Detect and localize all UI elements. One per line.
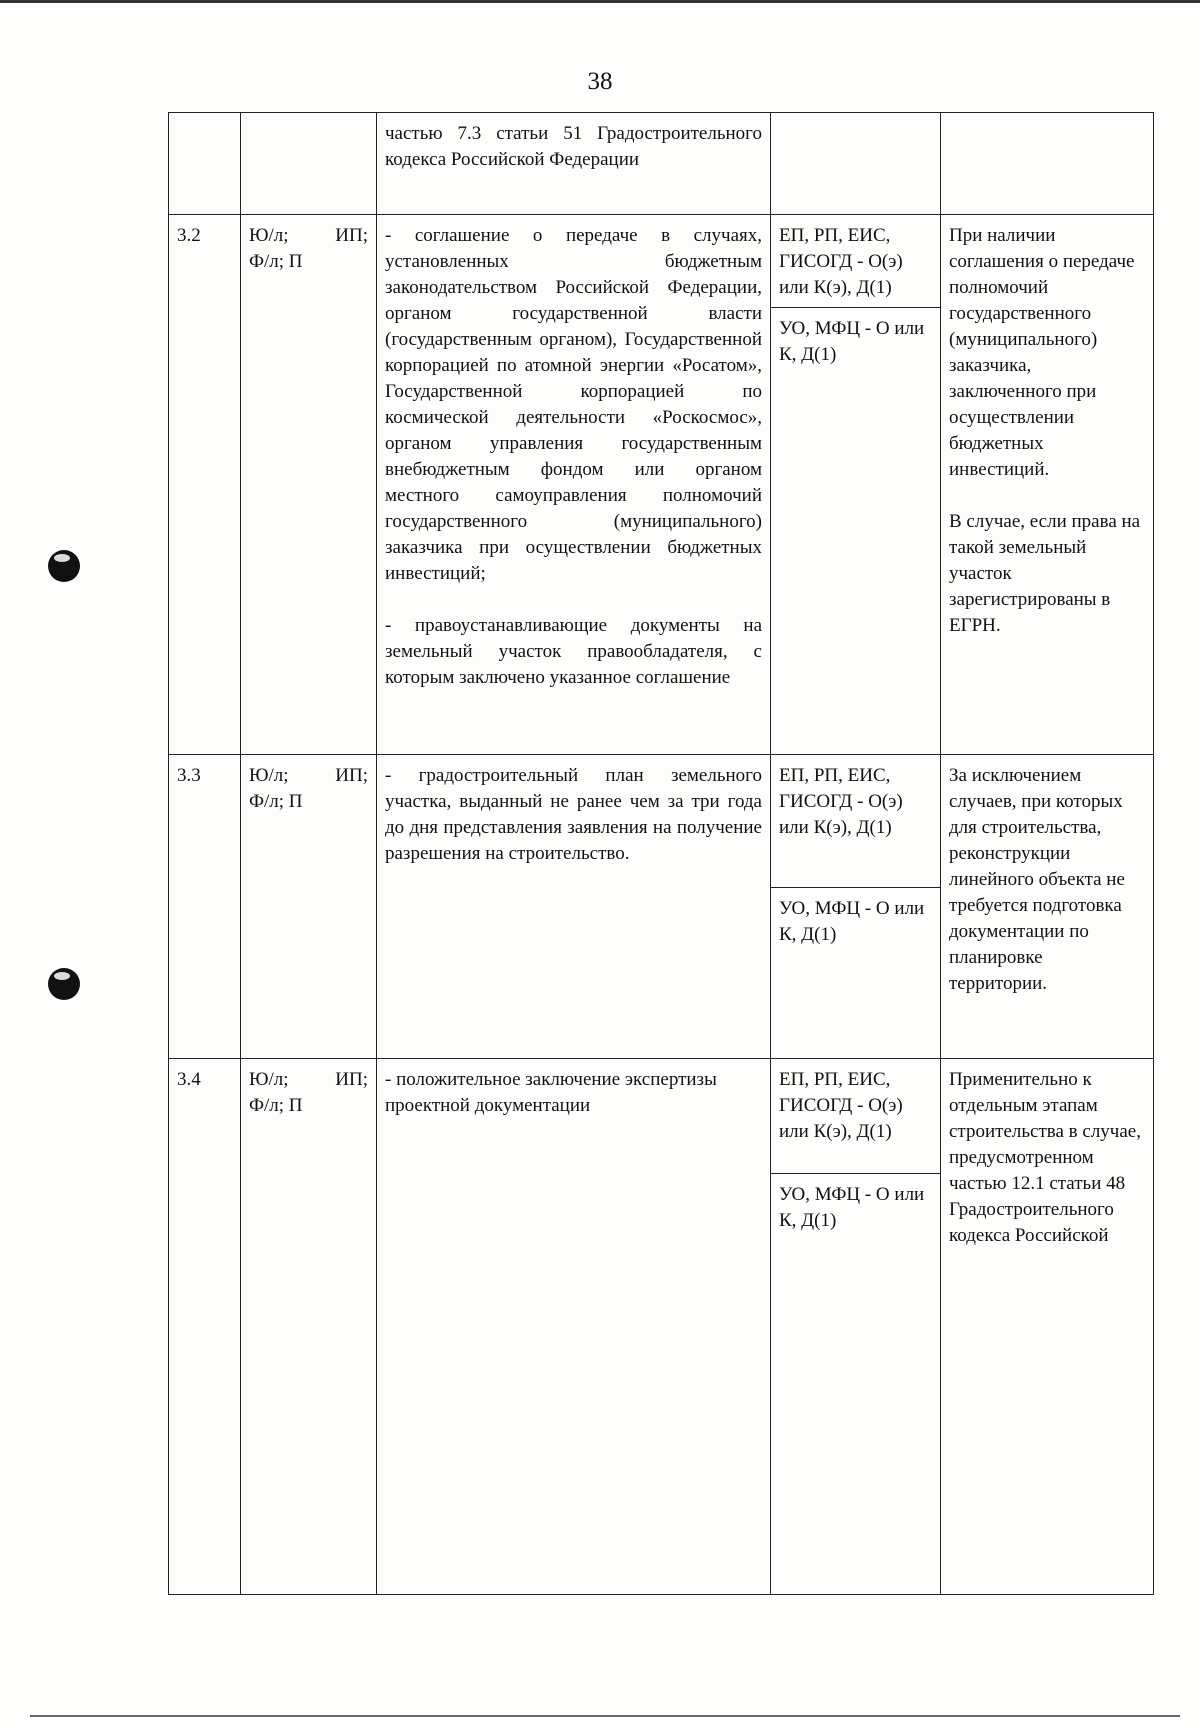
row-number: 3.3 — [169, 755, 241, 1059]
document-text: - правоустанавливающие документы на земельный участок правообладателя, с которым заключено указанное соглашение — [385, 615, 762, 688]
electronic-submission: ЕП, РП, ЕИС, ГИСОГД - О(э) или К(э), Д(1) — [771, 755, 940, 888]
document-text: - градостроительный план земельного участка, выданный не ранее чем за три года до дня представления заявления на получение разрешения на строительство. — [385, 765, 762, 864]
applicant-legal-entity: Ю/л; — [249, 1069, 289, 1090]
electronic-submission: ЕП, РП, ЕИС, ГИСОГД - О(э) или К(э), Д(1) — [771, 1059, 940, 1174]
submission-way-cell — [771, 215, 941, 755]
punch-hole-mark — [48, 550, 80, 582]
applicant-legal-entity: Ю/л; — [249, 225, 289, 246]
table-row — [169, 755, 1154, 1059]
document-text: частью 7.3 статьи 51 Градостроительного кодекса Российской Федерации — [385, 123, 762, 170]
note-text: В случае, если права на такой земельный участок зарегистрированы в ЕГРН. — [949, 511, 1141, 636]
note-cell — [941, 1059, 1154, 1595]
note-cell — [941, 113, 1154, 215]
row-number — [169, 113, 241, 215]
document-cell — [377, 755, 771, 1059]
applicant-cell — [241, 113, 377, 215]
punch-hole-mark — [48, 968, 80, 1000]
applicant-legal-entity: Ю/л; — [249, 765, 289, 786]
document-text: - положительное заключение экспертизы проектной документации — [385, 1069, 717, 1116]
page-bottom-edge — [30, 1715, 1180, 1717]
applicant-individual: Ф/л; П — [249, 1095, 303, 1116]
page-number: 38 — [587, 68, 613, 95]
row-number: 3.4 — [169, 1059, 241, 1595]
row-number: 3.2 — [169, 215, 241, 755]
applicant-individual: Ф/л; П — [249, 251, 303, 272]
page-top-edge — [0, 0, 1200, 3]
note-cell — [941, 215, 1154, 755]
applicant-cell — [241, 1059, 377, 1595]
applicant-cell — [241, 755, 377, 1059]
documents-table — [168, 112, 1154, 1595]
table-row — [169, 1059, 1154, 1595]
document-cell — [377, 113, 771, 215]
table-row — [169, 215, 1154, 755]
note-text: За исключением случаев, при которых для строительства, реконструкции линейного объекта не требуется подготовка документации по планировке территории. — [949, 765, 1125, 994]
applicant-cell — [241, 215, 377, 755]
applicant-entrepreneur: ИП; — [335, 765, 368, 786]
applicant-entrepreneur: ИП; — [335, 225, 368, 246]
note-text: При наличии соглашения о передаче полномочий государственного (муниципального) заказчика, заключенного при осуществлении бюджетных инвестиций. — [949, 225, 1135, 480]
applicant-individual: Ф/л; П — [249, 791, 303, 812]
in-person-submission: УО, МФЦ - О или К, Д(1) — [779, 1184, 925, 1231]
document-cell — [377, 1059, 771, 1595]
electronic-submission: ЕП, РП, ЕИС, ГИСОГД - О(э) или К(э), Д(1) — [771, 215, 940, 308]
document-cell — [377, 215, 771, 755]
submission-way-cell — [771, 755, 941, 1059]
table-row — [169, 113, 1154, 215]
submission-way-cell — [771, 1059, 941, 1595]
in-person-submission: УО, МФЦ - О или К, Д(1) — [779, 898, 925, 945]
applicant-entrepreneur: ИП; — [335, 1069, 368, 1090]
document-text: - соглашение о передаче в случаях, установленных бюджетным законодательством Российской Федерации, органом государственной власти (государственным органом), Государственной корпорацией по атомной энергии «Росатом», Государственной корпорацией по космической деятельности «Роскосмос», органом управления государственным внебюджетным фондом или органом местного самоуправления полномочий государственного (муниципального) заказчика при осуществлении бюджетных инвестиций; — [385, 225, 762, 584]
note-text: Применительно к отдельным этапам строительства в случае, предусмотренном частью 12.1 статьи 48 Градостроительного кодекса Российской — [949, 1069, 1141, 1246]
in-person-submission: УО, МФЦ - О или К, Д(1) — [779, 318, 925, 365]
note-cell — [941, 755, 1154, 1059]
submission-way-cell — [771, 113, 941, 215]
